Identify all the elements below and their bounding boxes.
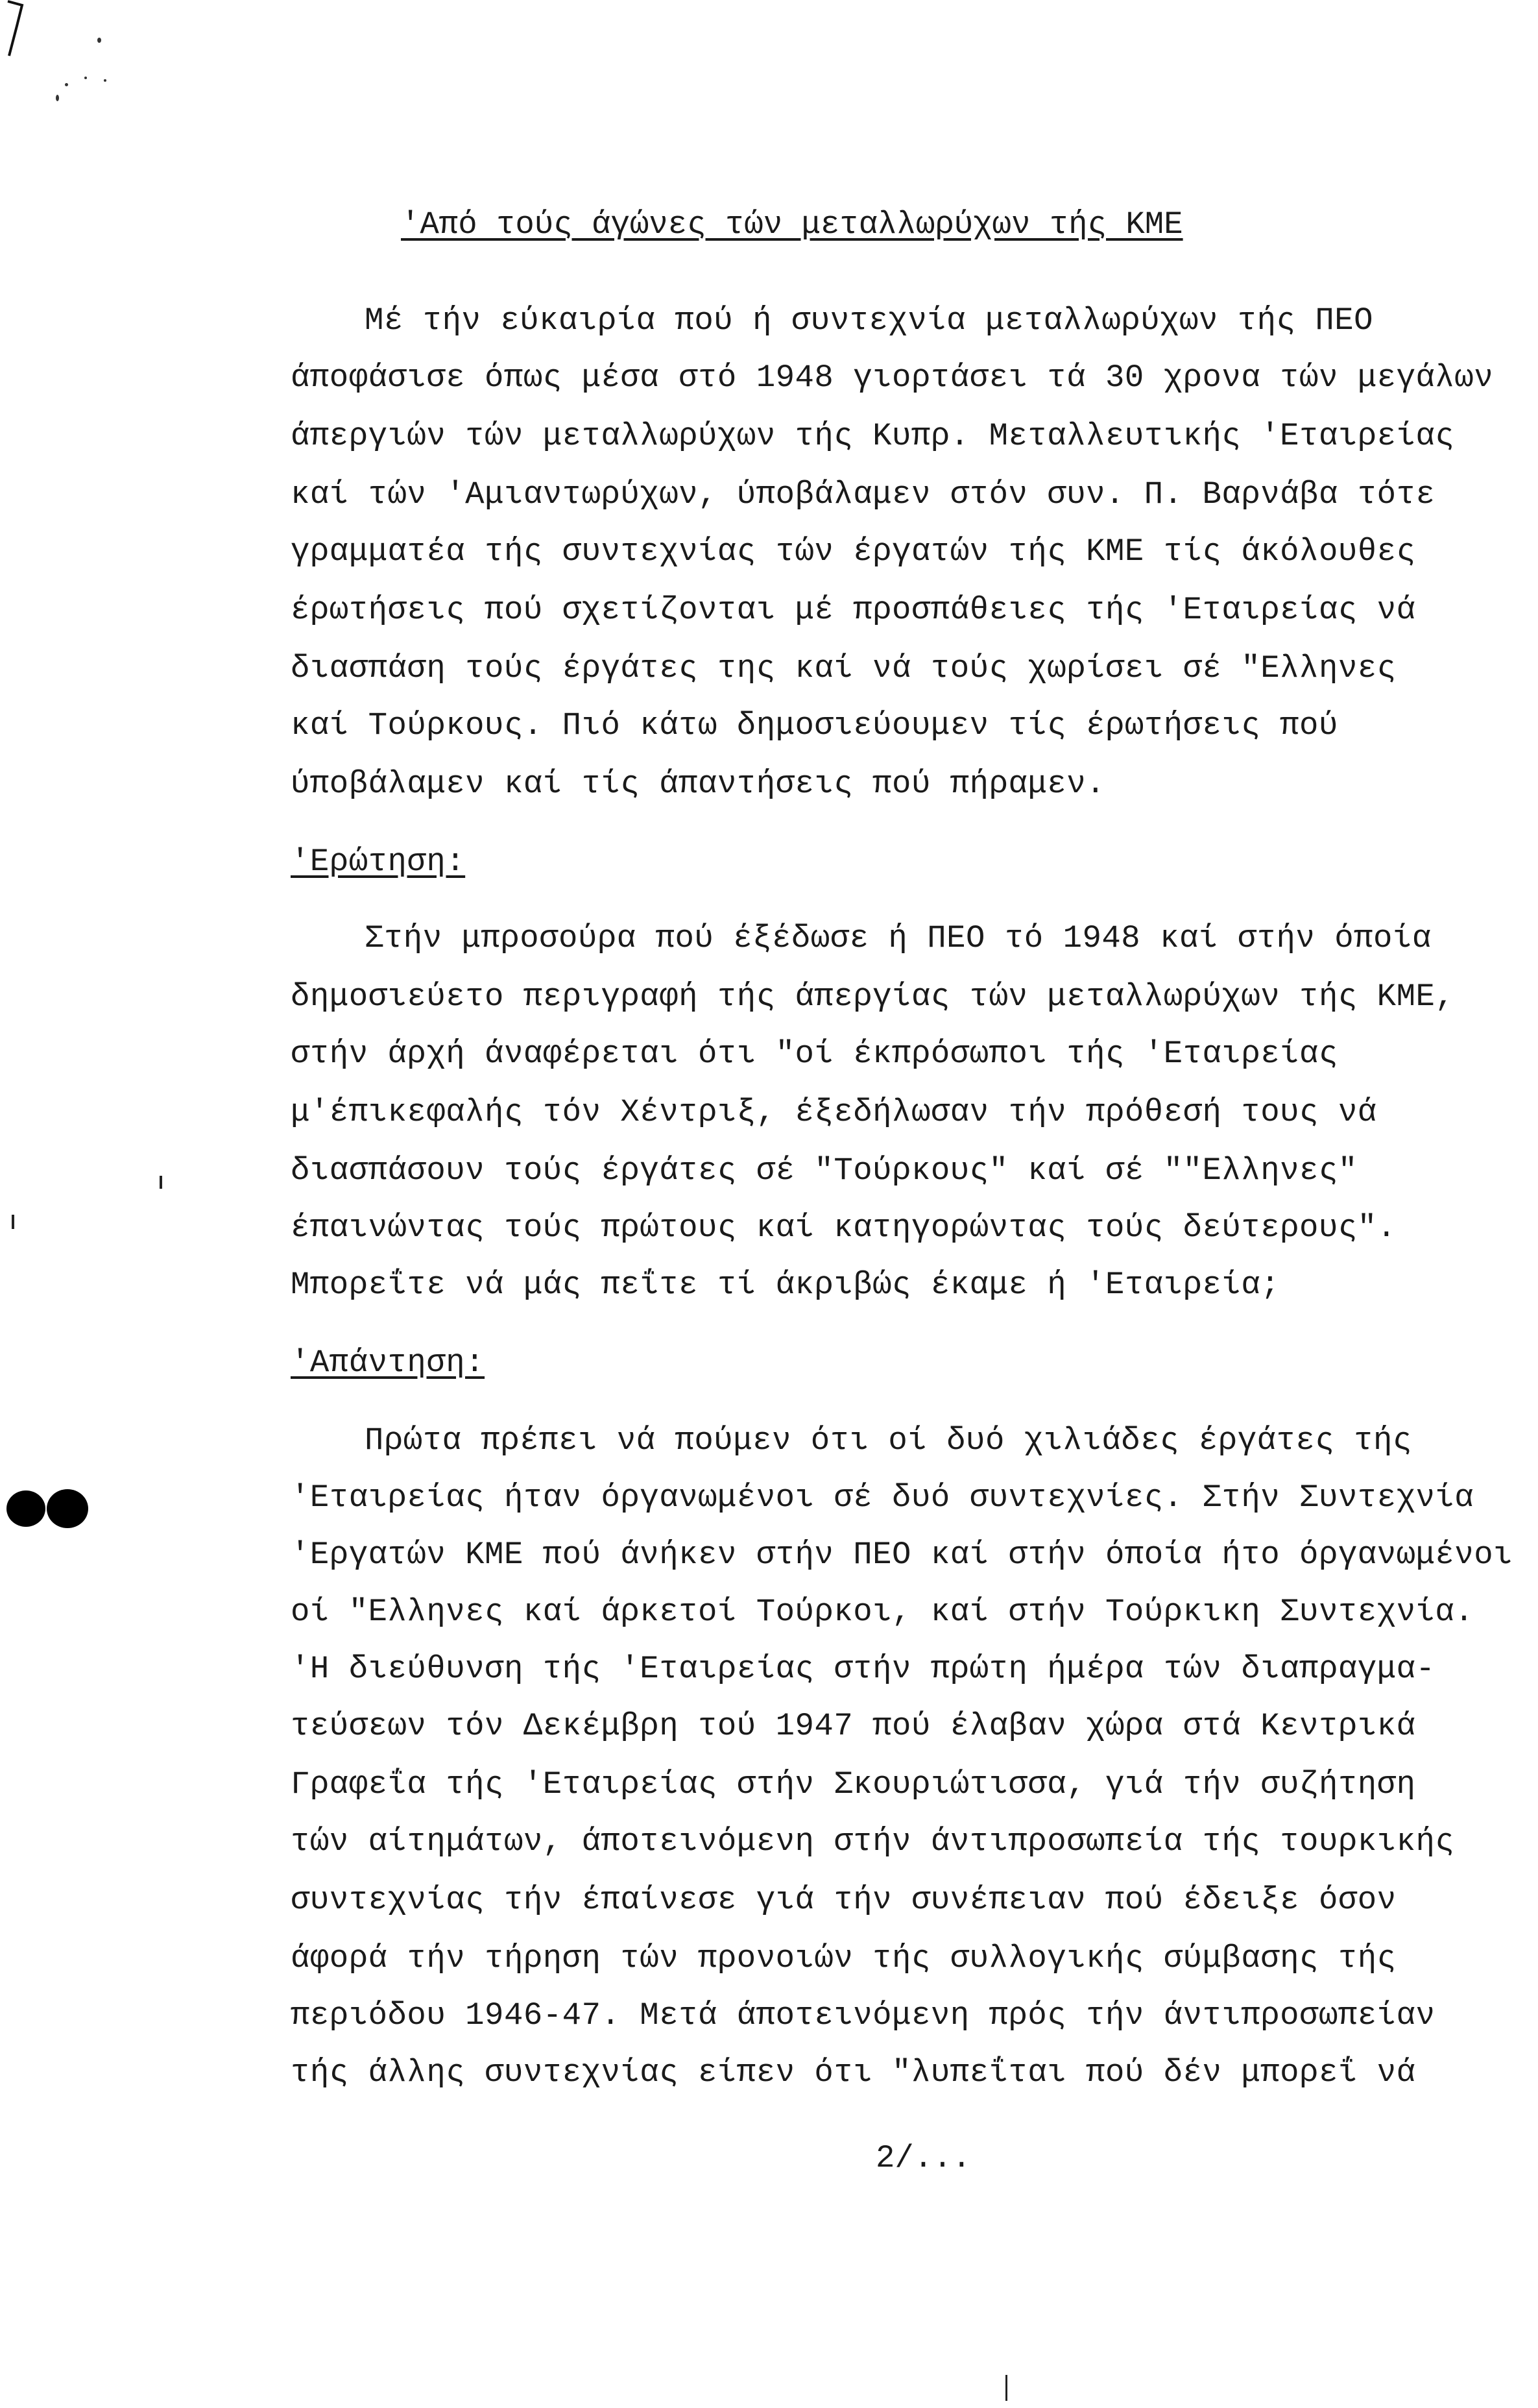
ink-speck [97,38,101,43]
document-title: 'Από τούς άγώνες τών μεταλλωρύχων τής ΚΜΕ [401,206,1183,243]
answer-line: τεύσεων τόν Δεκέμβρη τού 1947 πού έλαβαν χώρα στά Κεντρικά [291,1708,1416,1744]
question-line: στήν άρχή άναφέρεται ότι "οί έκπρόσωποι τής 'Εταιρείας [291,1036,1338,1072]
intro-line: γραμματέα τής συντεχνίας τών έργατών τής ΚΜΕ τίς άκόλουθες [291,533,1416,570]
question-line: Στήν μπροσούρα πού έξέδωσε ή ΠΕΟ τό 1948 καί στήν όποία [365,920,1432,956]
answer-line: τών αίτημάτων, άποτεινόμενη στήν άντιπροσωπεία τής τουρκικής [291,1823,1455,1860]
intro-line: καί τών 'Αμιαντωρύχων, ύποβάλαμεν στόν συν. Π. Βαρνάβα τότε [291,476,1436,513]
page-number: 2/... [876,2140,972,2176]
margin-tick [12,1215,14,1229]
answer-line: Πρώτα πρέπει νά πούμεν ότι οί δυό χιλιάδες έργάτες τής [365,1422,1412,1459]
margin-tick [160,1176,162,1189]
question-line: Μπορεΐτε νά μάς πεΐτε τί άκριβώς έκαμε ή 'Εταιρεία; [291,1267,1280,1303]
answer-line: άφορά τήν τήρηση τών προνοιών τής συλλογικής σύμβασης τής [291,1940,1397,1976]
question-line: μ'έπικεφαλής τόν Χέντριξ, έξεδήλωσαν τήν πρόθεσή τους νά [291,1094,1377,1130]
question-line: διασπάσουν τούς έργάτες σέ "Τούρκους" καί σέ ""Ελληνες" [291,1152,1358,1189]
question-line: έπαινώντας τούς πρώτους καί κατηγορώντας τούς δεύτερους". [291,1210,1397,1246]
handwritten-slash-mark [3,0,42,58]
question-line: δημοσιεύετο περιγραφή τής άπεργίας τών μεταλλωρύχων τής ΚΜΕ, [291,979,1455,1015]
ink-speck [65,83,68,86]
answer-line: 'Εταιρείας ήταν όργανωμένοι σέ δυό συντεχνίες. Στήν Συντεχνία [291,1479,1474,1516]
answer-line: περιόδου 1946-47. Μετά άποτεινόμενη πρός τήν άντιπροσωπείαν [291,1997,1436,2034]
answer-heading: 'Απάντηση: [291,1344,485,1381]
margin-tick [1005,2375,1007,2401]
ink-speck [84,77,87,79]
question-heading: 'Ερώτηση: [291,844,466,880]
answer-line: συντεχνίας τήν έπαίνεσε γιά τήν συνέπειαν πού έδειξε όσον [291,1882,1397,1918]
answer-line: 'Η διεύθυνση τής 'Εταιρείας στήν πρώτη ήμέρα τών διαπραγμα- [291,1651,1436,1687]
ink-speck [56,95,59,101]
intro-line: διασπάση τούς έργάτες της καί νά τούς χωρίσει σέ "Ελληνες [291,650,1397,687]
answer-line: τής άλλης συντεχνίας είπεν ότι "λυπεΐται πού δέν μπορεΐ νά [291,2054,1416,2091]
intro-line: έρωτήσεις πού σχετίζονται μέ προσπάθειες τής 'Εταιρείας νά [291,592,1416,628]
intro-line: άπεργιών τών μεταλλωρύχων τής Κυπρ. Μεταλλευτικής 'Εταιρείας [291,418,1455,454]
punch-hole-mark [5,1486,90,1531]
answer-line: οί "Ελληνες καί άρκετοί Τούρκοι, καί στήν Τούρκικη Συντεχνία. [291,1594,1474,1630]
intro-line: άποφάσισε όπως μέσα στό 1948 γιορτάσει τά 30 χρονα τών μεγάλων [291,359,1494,396]
answer-line: Γραφεΐα τής 'Εταιρείας στήν Σκουριώτισσα, γιά τήν συζήτηση [291,1766,1416,1803]
intro-line: ύποβάλαμεν καί τίς άπαντήσεις πού πήραμεν. [291,766,1106,802]
intro-line: καί Τούρκους. Πιό κάτω δημοσιεύουμεν τίς έρωτήσεις πού [291,707,1338,744]
intro-line: Μέ τήν εύκαιρία πού ή συντεχνία μεταλλωρύχων τής ΠΕΟ [365,302,1374,339]
ink-speck [104,79,106,82]
answer-line: 'Εργατών ΚΜΕ πού άνήκεν στήν ΠΕΟ καί στήν όποία ήτο όργανωμένοι [291,1537,1513,1573]
